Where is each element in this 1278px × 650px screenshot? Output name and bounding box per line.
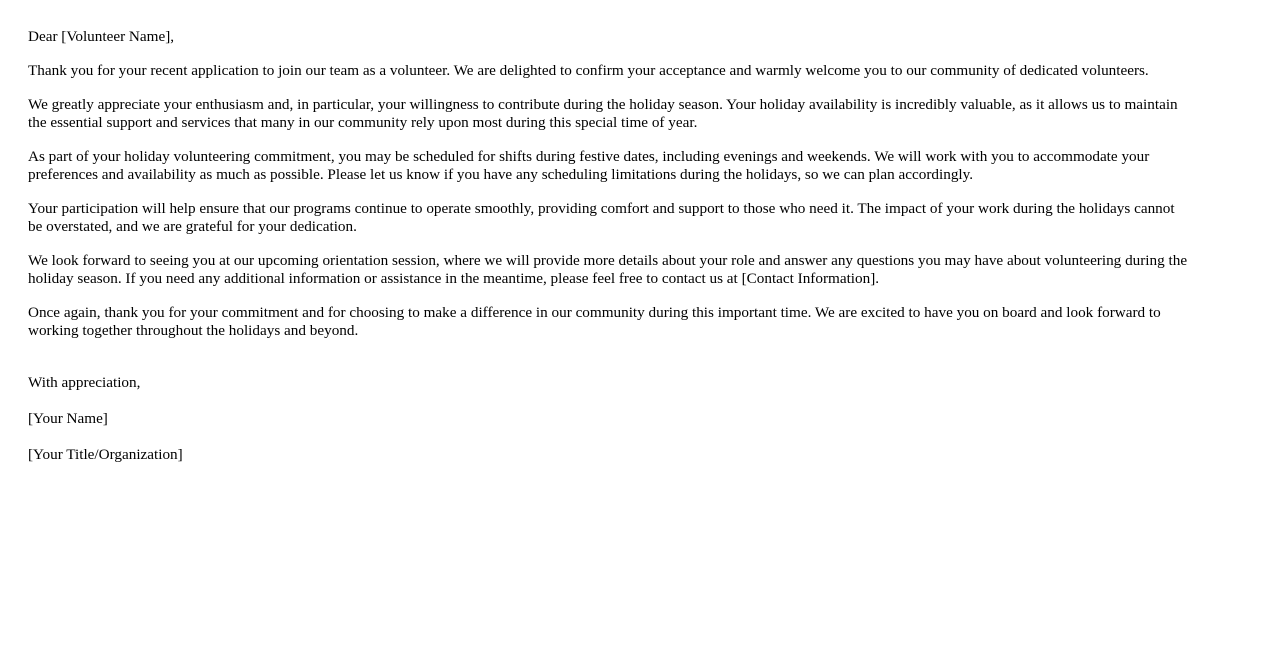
sender-title: [Your Title/Organization] (28, 446, 183, 463)
letter-body (28, 28, 1256, 498)
paragraph-impact: Your participation will help ensure that our programs continue to operate smoothly, providing comfort and support to those who need it. The impact of your work during the holidays cannot be overstated, and we are grateful for your dedication. (28, 200, 1175, 235)
closing-phrase: With appreciation, (28, 374, 141, 391)
paragraph-thank-you: Thank you for your recent application to join our team as a volunteer. We are delighted to confirm your acceptance and warmly welcome you to our community of dedicated volunteers. (28, 62, 1149, 79)
paragraph-orientation: We look forward to seeing you at our upcoming orientation session, where we will provide more details about your role and answer any questions you may have about volunteering during the holiday season. If you need any additional information or assistance in the meantime, please feel free to contact us at [Contact Information]. (28, 252, 1188, 287)
paragraph-holiday-availability: We greatly appreciate your enthusiasm and, in particular, your willingness to contribute during the holiday season. Your holiday availability is incredibly valuable, as it allows us to maintain the essential support and services that many in our community rely upon most during this special time of year. (28, 96, 1178, 131)
paragraph-scheduling: As part of your holiday volunteering commitment, you may be scheduled for shifts during festive dates, including evenings and weekends. We will work with you to accommodate your preferences and availability as much as possible. Please let us know if you have any scheduling limitations during the holidays, so we can plan accordingly. (28, 148, 1150, 183)
signature-block (28, 356, 1256, 482)
sender-name: [Your Name] (28, 410, 108, 427)
salutation: Dear [Volunteer Name], (28, 28, 175, 45)
paragraph-closing-thanks: Once again, thank you for your commitment and for choosing to make a difference in our community during this important time. We are excited to have you on board and look forward to working together throughout the holidays and beyond. (28, 304, 1161, 339)
